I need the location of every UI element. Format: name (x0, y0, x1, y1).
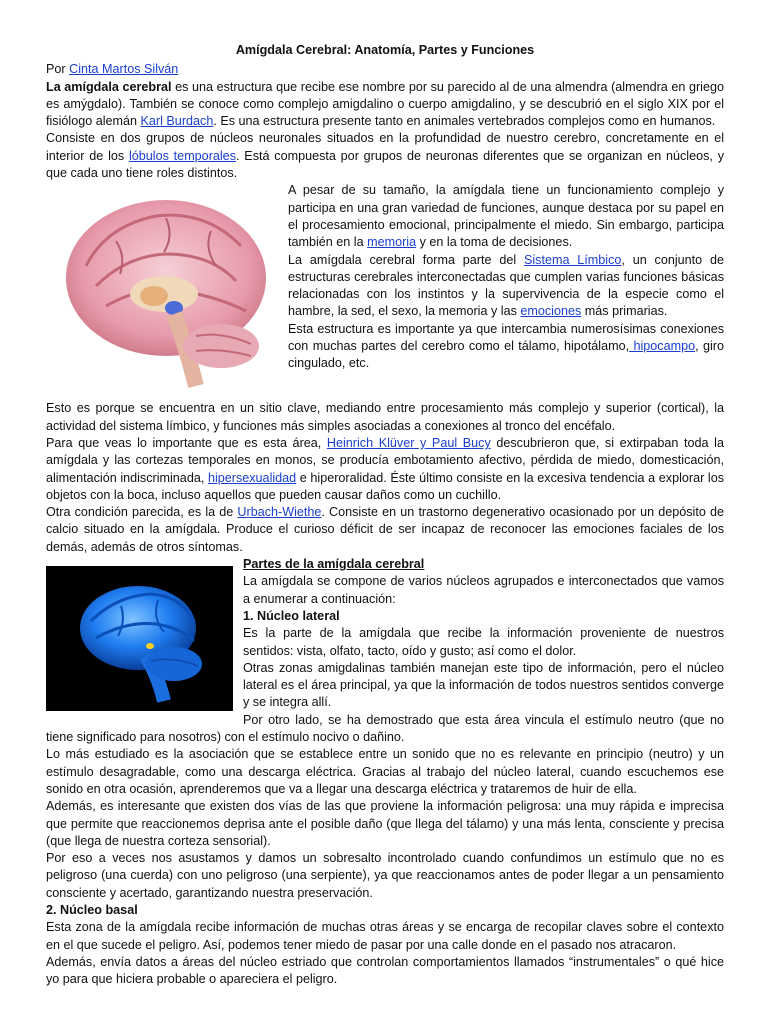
brain-blue-3d-image (46, 566, 233, 711)
link-kluver-bucy[interactable]: Heinrich Klüver y Paul Bucy (326, 435, 491, 450)
text: La amígdala cerebral forma parte del (288, 252, 524, 267)
nucleo-lateral-p1: Es la parte de la amígdala que recibe la información proveniente de nuestros sentidos: vista, olfato, tacto, oído y gusto; así como el dolor. (243, 626, 724, 658)
document-page (46, 42, 724, 988)
nucleo-lateral-p2: Otras zonas amigdalinas también manejan este tipo de información, pero el núcleo lateral es el área principal, ya que la información de todos nuestros sentidos converge y se integra allí. (243, 660, 724, 710)
paragraph-2 (46, 130, 724, 182)
subheading: 1. Núcleo lateral (243, 608, 340, 623)
text: e hiperoralidad. Éste último consiste en la excesiva tendencia a explorar los objetos con la boca, incluso aquellos que pueden causar daños como un cuchillo. (46, 470, 724, 502)
link-karl-burdach[interactable]: Karl Burdach (140, 114, 214, 129)
section-heading: Partes de la amígdala cerebral (243, 557, 425, 572)
bold-term: La amígdala cerebral (46, 79, 172, 94)
link-emociones[interactable]: emociones (520, 304, 582, 319)
brain-sagittal-image (46, 186, 282, 398)
text: Otra condición parecida, es la de (46, 505, 238, 520)
nucleo-lateral-p6: Por eso a veces nos asustamos y damos un sobresalto incontrolado cuando confundimos un estímulo que no es peligroso (una cuerda) con uno peligroso (una serpiente), ya que reaccionamos antes de poder llegar a un pensamiento consciente y acertado, garantizando nuestra preservación. (46, 851, 724, 900)
nucleo-basal-title (46, 902, 724, 919)
link-urbach-wiethe[interactable]: Urbach-Wiethe (237, 505, 322, 520)
link-hipocampo[interactable]: hipocampo (629, 339, 696, 354)
nucleo-basal-p1: Esta zona de la amígdala recibe información de muchas otras áreas y se encarga de recopilar claves sobre el contexto en el que sucede el peligro. Así, podemos tener miedo de pasar por una calle donde en el pasado nos atracaron. (46, 920, 724, 952)
byline (46, 61, 724, 78)
text: A pesar de su tamaño, la amígdala tiene un funcionamiento complejo y participa en una gran variedad de funciones, aunque destaca por su papel en el procesamiento emocional, principalmente el miedo. Sin embargo, participa también en la (288, 183, 724, 250)
text: . Es una estructura presente tanto en animales vertebrados complejos como en humanos. (213, 114, 716, 129)
nucleo-lateral-p4: Lo más estudiado es la asociación que se establece entre un sonido que no es relevante en principio (neutro) y un estímulo desagradable, como una descarga eléctrica. Gracias al trabajo del núcleo lateral, cuando escuchemos ese sonido en otra ocasión, aprenderemos que va a llegar una descarga eléctrica y trataremos de huir de ella. (46, 747, 724, 796)
paragraph-7 (46, 435, 724, 504)
nucleo-basal-p2: Además, envía datos a áreas del núcleo estriado que controlan comportamientos llamados “instrumentales” o qué hice yo para que hiciera probable o apareciera el peligro. (46, 954, 724, 987)
section-intro: La amígdala se compone de varios núcleos agrupados e interconectados que vamos a enumerar a continuación: (243, 574, 724, 606)
link-sistema-limbico[interactable]: Sistema Límbico (523, 252, 622, 267)
paragraph-6: Esto es porque se encuentra en un sitio clave, mediando entre procesamiento más complejo y superior (cortical), la actividad del sistema límbico, y funciones más simples asociadas a conexiones al tronco del encéfalo. (46, 401, 724, 433)
author-link[interactable]: Cinta Martos Silván (69, 62, 179, 77)
nucleo-lateral-p5: Además, es interesante que existen dos vías de las que proviene la información peligrosa: una muy rápida e imprecisa que permite que reaccionemos deprisa ante el posible daño (que llega del tálamo) y una más lenta, consciente y precisa (que llega de nuestra corteza sensorial). (46, 799, 724, 848)
link-lobulos-temporales[interactable]: lóbulos temporales (128, 148, 236, 163)
text: . Consiste en un trastorno degenerativo ocasionado por un depósito de calcio situado en la amígdala. Produce el curioso déficit de ser incapaz de reconocer las emociones faciales de los demás, además de otros síntomas. (46, 505, 724, 554)
byline-prefix: Por (46, 62, 70, 77)
text: , giro cingulado, etc. (288, 339, 725, 371)
text: descubrieron que, si extirpaban toda la amígdala y las cortezas temporales en monos, se producía embotamiento afectivo, pérdida de miedo, domesticación, alimentación indiscriminada, (46, 435, 724, 485)
paragraph-8 (46, 504, 724, 556)
link-memoria[interactable]: memoria (367, 235, 417, 250)
subheading: 2. Núcleo basal (46, 902, 138, 917)
text: más primarias. (581, 304, 668, 319)
text: y en la toma de decisiones. (416, 235, 573, 250)
link-hipersexualidad[interactable]: hipersexualidad (207, 470, 297, 485)
text: , un conjunto de estructuras cerebrales interconectadas que cumplen varias funciones básicas relacionadas con los instintos y la supervivencia de la especie como el hambre, la sed, el sexo, la memoria y las (288, 252, 724, 319)
text: Esta estructura es importante ya que intercambia numerosísimas conexiones con muchas partes del cerebro como el tálamo, hipotálamo, (288, 321, 724, 354)
paragraph-1 (46, 79, 724, 131)
text: Consiste en dos grupos de núcleos neuronales situados en la profundidad de nuestro cerebro, concretamente en el interior de los (46, 131, 724, 163)
document-title: Amígdala Cerebral: Anatomía, Partes y Funciones (235, 43, 535, 57)
text: . Está compuesta por grupos de neuronas diferentes que se organizan en núcleos, y que cada uno tiene roles distintos. (46, 148, 724, 181)
nucleo-lateral-p3: Por otro lado, se ha demostrado que esta área vincula el estímulo neutro (que no tiene significado para nosotros) con el estímulo nocivo o dañino. (46, 712, 724, 745)
text: es una estructura que recibe ese nombre por su parecido al de una almendra (almendra en griego es amýgdalo). También se conoce como complejo amigdalino o cuerpo amigdalino, y se descubrió en el siglo XIX por el fisiólogo alemán (46, 79, 724, 129)
text: Para que veas lo importante que es esta área, (46, 435, 327, 450)
